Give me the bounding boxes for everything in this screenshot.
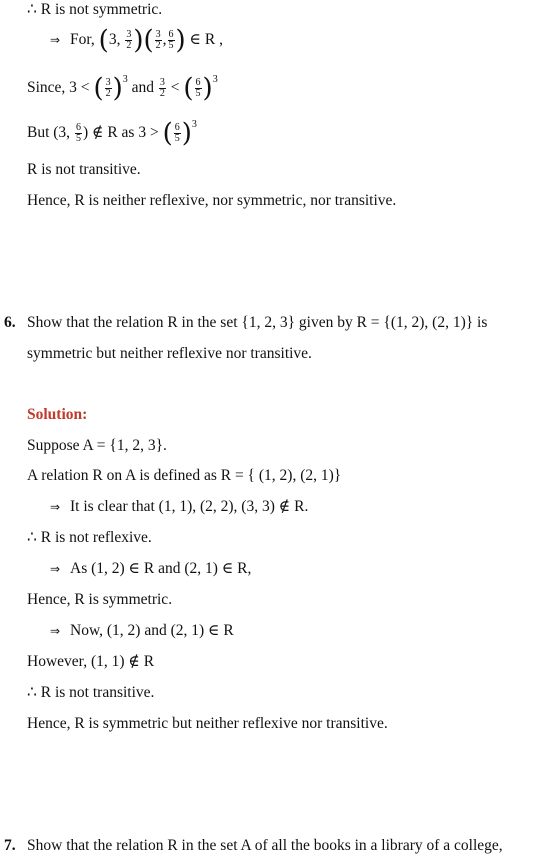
fraction-6-5: $\frac{6}{5}$ <box>174 122 180 144</box>
solution-line-2: A relation R on A is defined as R = { (1, 2), (2, 1)} <box>27 467 342 484</box>
fraction-3-2: $\frac{3}{2}$ <box>155 29 161 51</box>
solution-line-10: Hence, R is symmetric but neither reflexive nor transitive. <box>27 715 388 732</box>
statement-r-not-transitive: R is not transitive. <box>27 161 141 178</box>
solution-line-6: Hence, R is symmetric. <box>27 591 173 608</box>
implies-arrow-icon: ⇒ <box>50 33 61 48</box>
question-6-text-line2: symmetric but neither reflexive nor transitive. <box>27 345 312 362</box>
fraction-3-2: $\frac{3}{2}$ <box>105 77 111 99</box>
implies-arrow-icon: ⇒ <box>50 624 61 638</box>
solution-line-7: ⇒ Now, (1, 2) and (2, 1) ∈ R <box>50 622 234 639</box>
conclusion-q5: Hence, R is neither reflexive, nor symmetric, nor transitive. <box>27 192 397 209</box>
fraction-3-2: $\frac{3}{2}$ <box>126 29 132 51</box>
question-7-text-line1: Show that the relation R in the set A of all the books in a library of a college, <box>27 837 503 854</box>
solution-line-5: ⇒ As (1, 2) ∈ R and (2, 1) ∈ R, <box>50 560 252 577</box>
counterexample-line: ⇒ For, (3, $\frac{3}{2}$ )( $\frac{3}{2}$ , $\frac{6}{5}$ ) ∈ R , <box>50 25 223 56</box>
fraction-3-2: $\frac{3}{2}$ <box>159 77 165 99</box>
since-inequality-line: Since, 3 < ( $\frac{3}{2}$ )$^3$ and $\frac{3}{2}$ < ( $\frac{6}{5}$ )$^3$ <box>27 73 218 104</box>
question-number-7: 7. <box>4 837 16 854</box>
statement-r-not-symmetric: ∴ R is not symmetric. <box>27 1 163 18</box>
solution-line-8: However, (1, 1) ∉ R <box>27 653 155 670</box>
fraction-6-5: $\frac{6}{5}$ <box>195 77 201 99</box>
solution-line-1: Suppose A = {1, 2, 3}. <box>27 437 167 454</box>
solution-line-9: ∴ R is not transitive. <box>27 684 155 701</box>
fraction-6-5: $\frac{6}{5}$ <box>75 122 81 144</box>
question-6-text-line1: Show that the relation R in the set {1, 2, 3} given by R = {(1, 2), (2, 1)} is <box>27 314 488 331</box>
implies-arrow-icon: ⇒ <box>50 562 61 576</box>
solution-line-3: ⇒ It is clear that (1, 1), (2, 2), (3, 3) ∉ R. <box>50 498 309 515</box>
question-number-6: 6. <box>4 314 16 331</box>
solution-heading: Solution: <box>27 406 88 423</box>
implies-arrow-icon: ⇒ <box>50 500 61 514</box>
but-not-in-r-line: But (3, $\frac{6}{5}$ ) ∉ R as 3 > ( $\frac{6}{5}$ )$^3$ <box>27 118 197 149</box>
fraction-6-5: $\frac{6}{5}$ <box>168 29 174 51</box>
solution-line-4: ∴ R is not reflexive. <box>27 529 152 546</box>
